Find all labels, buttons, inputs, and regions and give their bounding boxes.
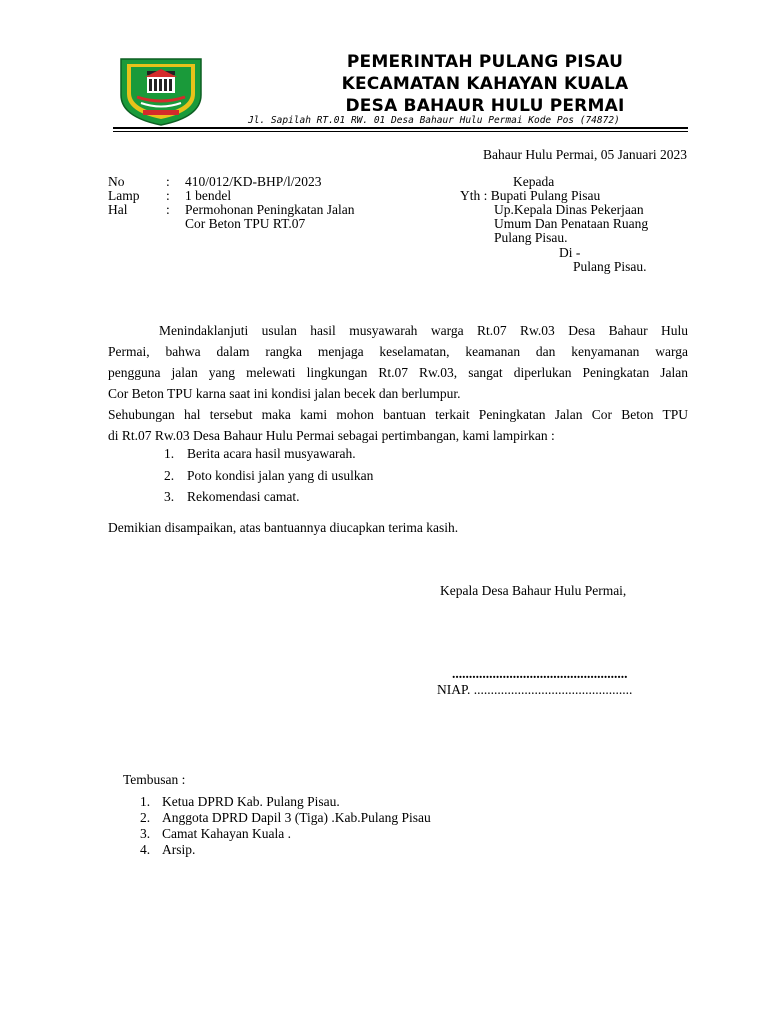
body-p2-line: Sehubungan hal tersebut maka kami mohon bantuan terkait Peningkatan Jalan Cor Beton TPU — [108, 407, 688, 422]
attachment-number: 2. — [164, 468, 175, 483]
tembusan-item: Anggota DPRD Dapil 3 (Tiga) .Kab.Pulang Pisau — [162, 810, 431, 825]
attachment-number: 3. — [164, 489, 175, 504]
tembusan-number: 4. — [140, 842, 151, 857]
attachment-item: Berita acara hasil musyawarah. — [187, 446, 356, 461]
tembusan-number: 2. — [140, 810, 151, 825]
lamp-label: Lamp — [108, 188, 140, 203]
recipient-city: Pulang Pisau. — [573, 259, 647, 274]
gov-title: PEMERINTAH PULANG PISAU — [346, 52, 624, 72]
emblem-icon — [117, 55, 205, 127]
hal-value-line2: Cor Beton TPU RT.07 — [185, 216, 306, 231]
regency-logo — [117, 55, 205, 127]
tembusan-label: Tembusan : — [123, 772, 186, 787]
village-address: Jl. Sapilah RT.01 RW. 01 Desa Bahaur Hulu Permai Kode Pos (74872) — [248, 115, 620, 126]
attachment-number: 1. — [164, 446, 175, 461]
tembusan-item: Ketua DPRD Kab. Pulang Pisau. — [162, 794, 340, 809]
no-colon: : — [166, 174, 170, 189]
recipient-up-line3: Pulang Pisau. — [494, 230, 568, 245]
signature-name-line: .................................................... — [452, 666, 628, 681]
lamp-value: 1 bendel — [185, 188, 232, 203]
tembusan-number: 3. — [140, 826, 151, 841]
closing-sentence: Demikian disampaikan, atas bantuannya diucapkan terima kasih. — [108, 520, 459, 535]
recipient-kepada: Kepada — [513, 174, 555, 189]
tembusan-item: Camat Kahayan Kuala . — [162, 826, 291, 841]
tembusan-item: Arsip. — [162, 842, 196, 857]
body-p1-line: Menindaklanjuti usulan hasil musyawarah warga Rt.07 Rw.03 Desa Bahaur Hulu — [159, 323, 688, 338]
hal-colon: : — [166, 202, 170, 217]
village-title: DESA BAHAUR HULU PERMAI — [345, 96, 625, 116]
no-value: 410/012/KD-BHP/l/2023 — [185, 174, 322, 189]
attachment-item: Poto kondisi jalan yang di usulkan — [187, 468, 374, 483]
tembusan-number: 1. — [140, 794, 151, 809]
body-p1-line: Permai, bahwa dalam rangka menjaga keselamatan, keamanan dan kenyamanan warga — [108, 344, 688, 359]
header-rule-thick — [113, 127, 688, 129]
attachment-item: Rekomendasi camat. — [187, 489, 300, 504]
lamp-colon: : — [166, 188, 170, 203]
place-date: Bahaur Hulu Permai, 05 Januari 2023 — [483, 147, 687, 162]
no-label: No — [108, 174, 125, 189]
body-paragraph-2 — [108, 404, 688, 446]
body-p1-line: pengguna jalan yang melewati lingkungan Rt.07 Rw.03, sangat diperlukan Peningkatan Jalan — [108, 365, 688, 380]
hal-value-line1: Permohonan Peningkatan Jalan — [185, 202, 355, 217]
body-paragraph-1 — [108, 320, 688, 404]
hal-label: Hal — [108, 202, 128, 217]
header-rule-thin — [113, 131, 688, 132]
signature-niap: NIAP. ............................................... — [437, 682, 633, 697]
recipient-di: Di - — [559, 245, 581, 260]
recipient-up-line1: Up.Kepala Dinas Pekerjaan — [494, 202, 644, 217]
recipient-yth: Yth : Bupati Pulang Pisau — [460, 188, 601, 203]
district-title: KECAMATAN KAHAYAN KUALA — [341, 74, 629, 94]
signature-title: Kepala Desa Bahaur Hulu Permai, — [440, 583, 627, 598]
recipient-up-line2: Umum Dan Penataan Ruang — [494, 216, 649, 231]
body-p2-line: di Rt.07 Rw.03 Desa Bahaur Hulu Permai sebagai pertimbangan, kami lampirkan : — [108, 428, 555, 443]
body-p1-line: Cor Beton TPU karna saat ini kondisi jalan becek dan berlumpur. — [108, 386, 461, 401]
